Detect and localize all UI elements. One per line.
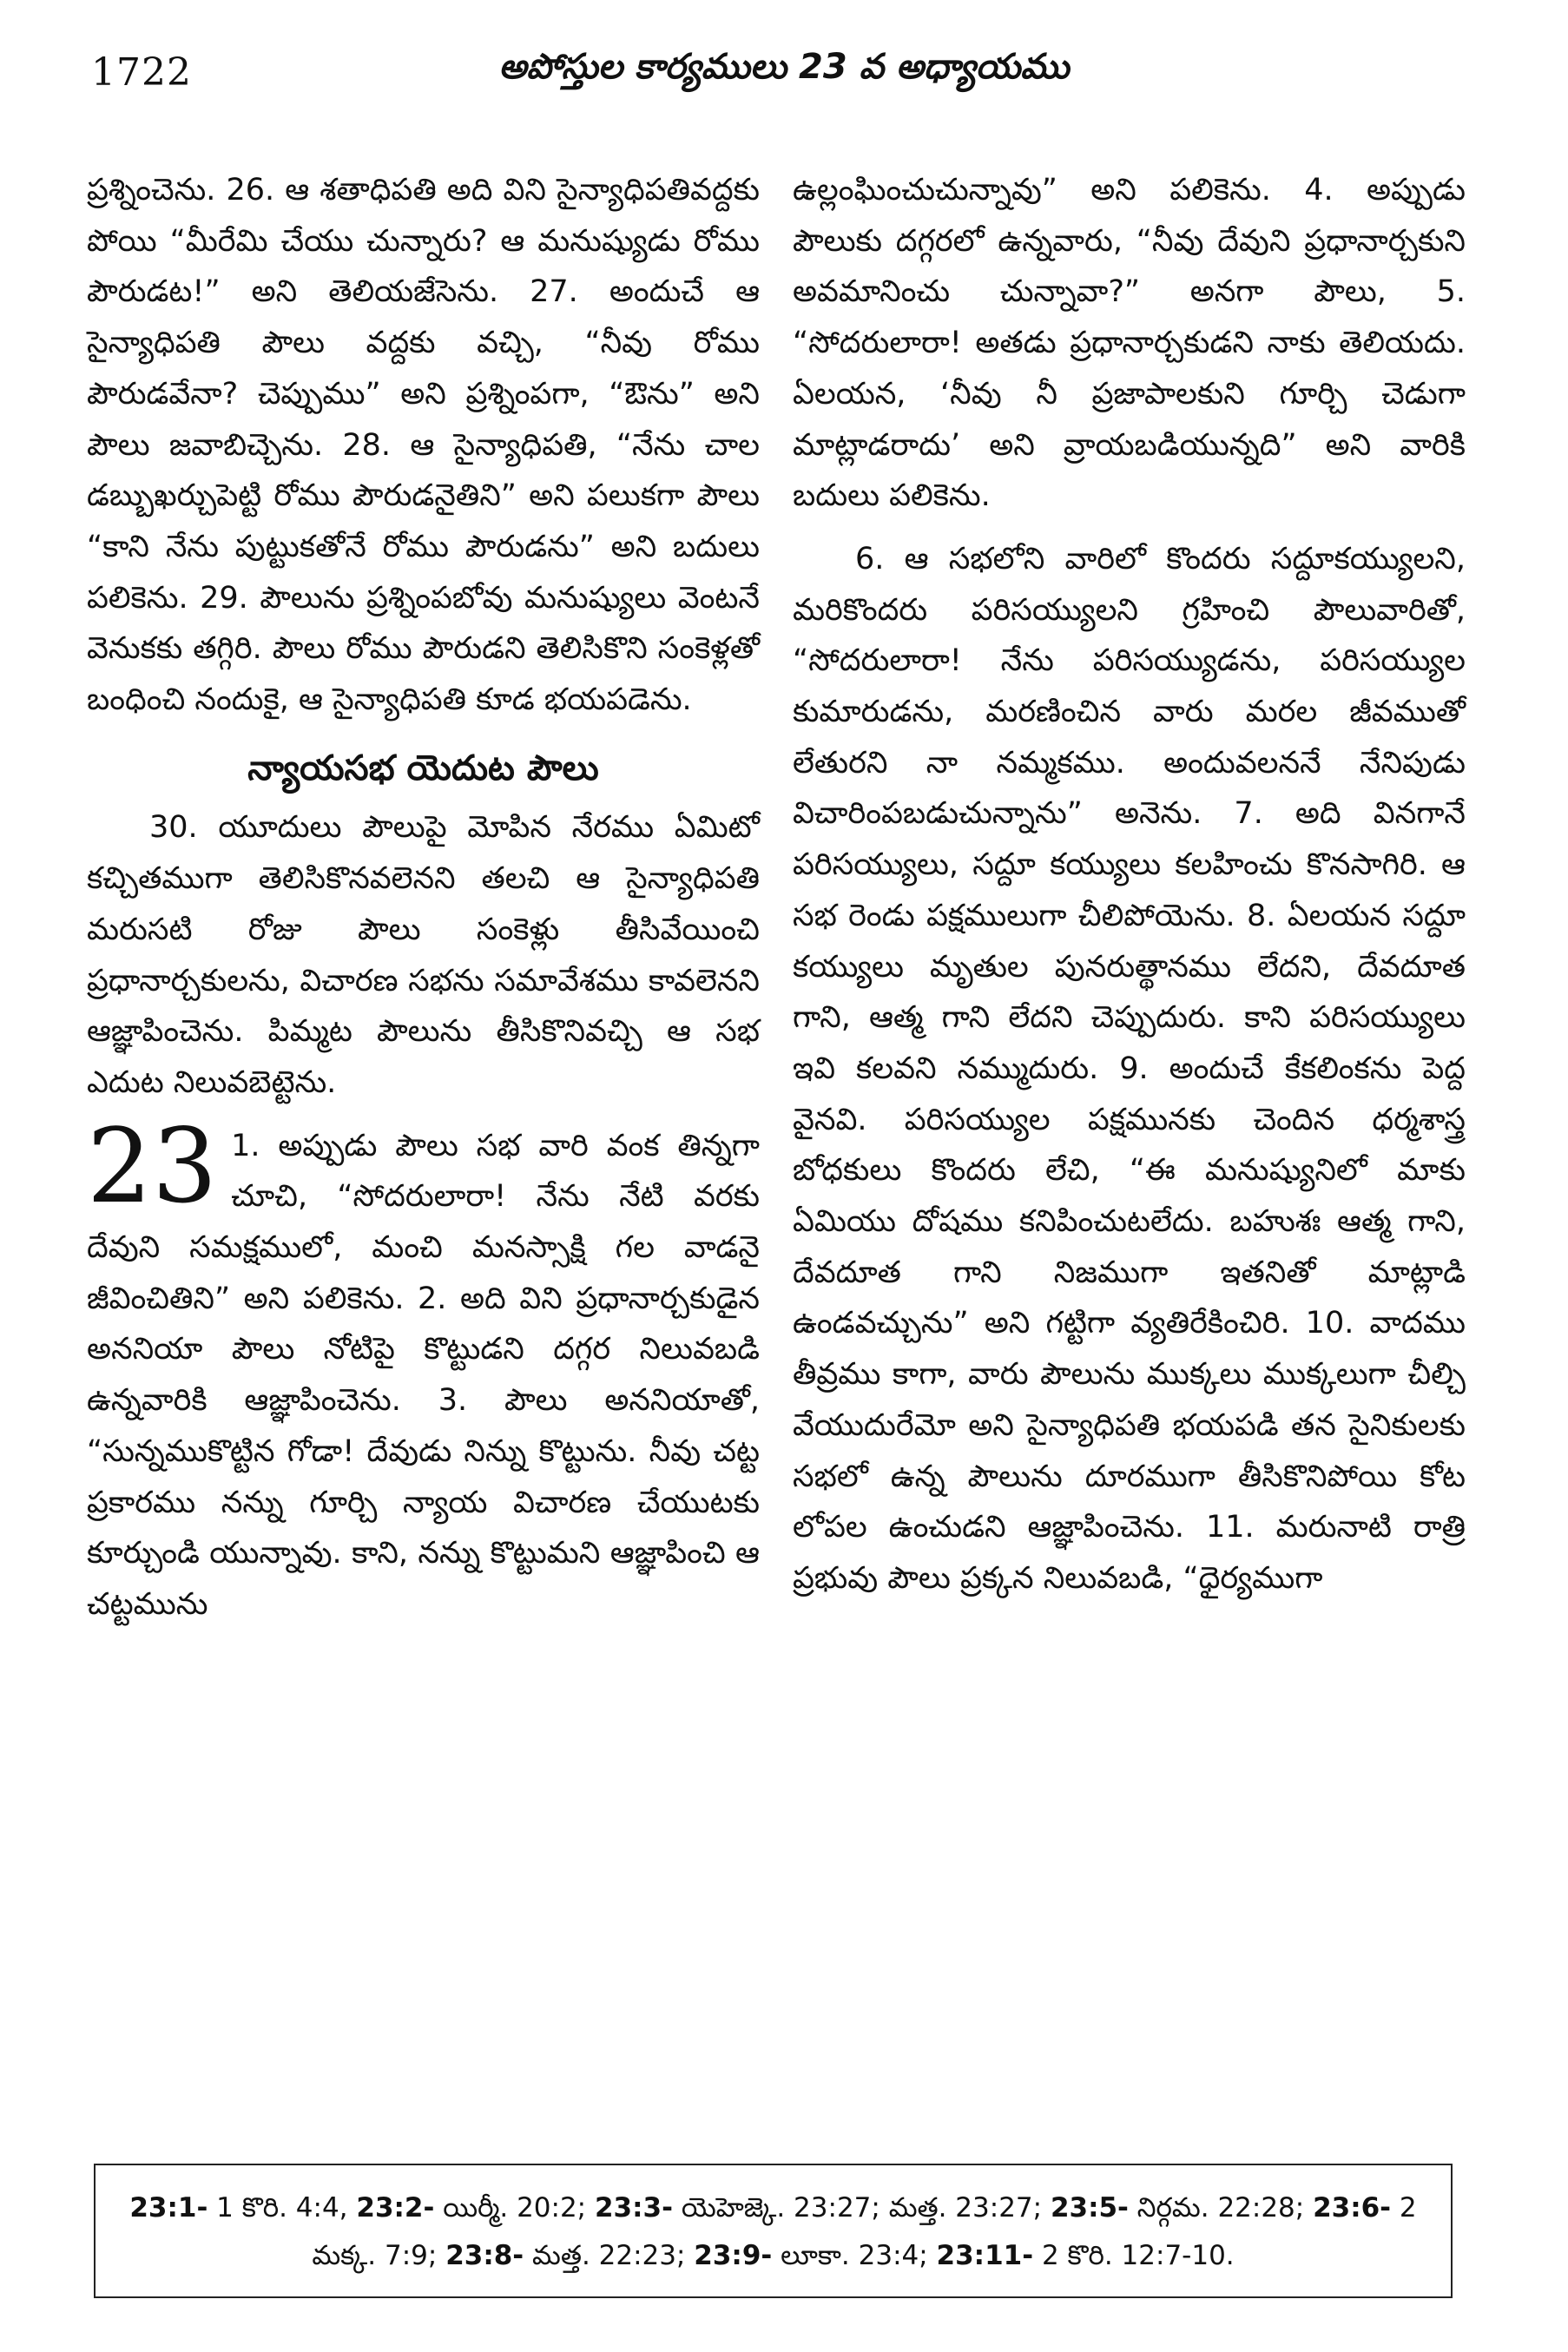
left-column: [87, 165, 760, 1631]
footnote-ref: 23:11-: [936, 2240, 1034, 2271]
footnote-text: 2 కొరి. 12:7-10.: [1033, 2240, 1235, 2271]
footnote-text: లూకా. 23:4;: [772, 2240, 937, 2271]
footnote-text: 1 కొరి. 4:4,: [208, 2192, 357, 2224]
paragraph: 6. ఆ సభలోని వారిలో కొందరు సద్దూకయ్యులని, మరికొందరు పరిసయ్యులని గ్రహించి పౌలువారితో, “సోదరులారా! నేను పరిసయ్యుడను, పరిసయ్యుల కుమారుడను, మరణించిన వారు మరల జీవముతో లేతురని నా నమ్మకము. అందువలననే నేనిపుడు విచారింపబడుచున్నాను” అనెను. 7. అది వినగానే పరిసయ్యులు, సద్దూ కయ్యులు కలహించు కొనసాగిరి. ఆ సభ రెండు పక్షములుగా చీలిపోయెను. 8. ఏలయన సద్దూ కయ్యులు మృతుల పునరుత్థానము లేదని, దేవదూత గాని, ఆత్మ గాని లేదని చెప్పుదురు. కాని పరిసయ్యులు ఇవి కలవని నమ్ముదురు. 9. అందుచే కేకలింకను పెద్ద వైనవి. పరిసయ్యుల పక్షమునకు చెందిన ధర్మశాస్త్ర బోధకులు కొందరు లేచి, “ఈ మనుష్యునిలో మాకు ఏమియు దోషము కనిపించుటలేదు. బహుశః ఆత్మ గాని, దేవదూత గాని నిజముగా ఇతనితో మాట్లాడి ఉండవచ్చును” అని గట్టిగా వ్యతిరేకించిరి. 10. వాదము తీవ్రము కాగా, వారు పౌలును ముక్కలు ముక్కలుగా చీల్చి వేయుదురేమో అని సైన్యాధిపతి భయపడి తన సైనికులకు సభలో ఉన్న పౌలును దూరముగా తీసికొనిపోయి కోట లోపల ఉంచుడని ఆజ్ఞాపించెను. 11. మరునాటి రాత్రి ప్రభువు పౌలు ప్రక్కన నిలువబడి, “ధైర్యముగా: [793, 541, 1466, 1596]
page-number: 1722: [91, 50, 192, 95]
footnote-text: మత్త. 22:23;: [524, 2240, 695, 2271]
footnote-text: యిర్మీ. 20:2;: [434, 2192, 595, 2224]
footnote-ref: 23:5-: [1050, 2192, 1129, 2224]
footnote-box: [94, 2164, 1453, 2298]
footnote-ref: 23:6-: [1313, 2192, 1392, 2224]
footnote-ref: 23:2-: [356, 2192, 435, 2224]
paragraph: ఉల్లంఘించుచున్నావు” అని పలికెను. 4. అప్పుడు పౌలుకు దగ్గరలో ఉన్నవారు, “నీవు దేవుని ప్రధానార్చకుని అవమానించు చున్నావా?” అనగా పౌలు, 5. “సోదరులారా! అతడు ప్రధానార్చకుడని నాకు తెలియదు. ఏలయన, ‘నీవు నీ ప్రజాపాలకుని గూర్చి చెడుగా మాట్లాడరాదు’ అని వ్రాయబడియున్నది” అని వారికి బదులు పలికెను.: [793, 173, 1466, 514]
running-title: అపోస్తుల కార్యములు 23 వ అధ్యాయము: [498, 47, 1070, 87]
footnote-text: నిర్గమ. 22:28;: [1128, 2192, 1314, 2224]
footnote-ref: 23:9-: [694, 2240, 773, 2271]
right-column: [793, 165, 1466, 1604]
chapter-paragraph: [87, 1105, 760, 1631]
chapter-number: 23: [87, 1105, 218, 1226]
footnote-ref: 23:3-: [594, 2192, 673, 2224]
footnote-ref: 23:1-: [129, 2192, 208, 2224]
footnote-text: యెహెజ్కె. 23:27; మత్త. 23:27;: [672, 2192, 1051, 2224]
footnote-ref: 23:8-: [445, 2240, 524, 2271]
page-header: [91, 42, 1477, 120]
section-heading: న్యాయసభ యెదుట పౌలు: [247, 748, 599, 788]
paragraph: ప్రశ్నించెను. 26. ఆ శతాధిపతి అది విని సైన్యాధిపతివద్దకు పోయి “మీరేమి చేయు చున్నారు? ఆ మనుష్యుడు రోము పౌరుడట!” అని తెలియజేసెను. 27. అందుచే ఆ సైన్యాధిపతి పౌలు వద్దకు వచ్చి, “నీవు రోము పౌరుడవేనా? చెప్పుము” అని ప్రశ్నింపగా, “ఔను” అని పౌలు జవాబిచ్చెను. 28. ఆ సైన్యాధిపతి, “నేను చాల డబ్బుఖర్చుపెట్టి రోము పౌరుడనైతిని” అని పలుకగా పౌలు “కాని నేను పుట్టుకతోనే రోము పౌరుడను” అని బదులు పలికెను. 29. పౌలును ప్రశ్నింపబోవు మనుష్యులు వెంటనే వెనుకకు తగ్గిరి. పౌలు రోము పౌరుడని తెలిసికొని సంకెళ్లతో బంధించి నందుకై, ఆ సైన్యాధిపతి కూడ భయపడెను.: [87, 173, 760, 718]
footnote-text: 2 మక్క. 7:9;: [312, 2192, 1417, 2271]
chapter-text: 1. అప్పుడు పౌలు సభ వారి వంక తిన్నగా చూచి, “సోదరులారా! నేను నేటి వరకు దేవుని సమక్షములో, మంచి మనస్సాక్షి గల వాడనై జీవించితిని” అని పలికెను. 2. అది విని ప్రధానార్చకుడైన అననియా పౌలు నోటిపై కొట్టుడని దగ్గర నిలువబడి ఉన్నవారికి ఆజ్ఞాపించెను. 3. పౌలు అననియాతో, “సున్నముకొట్టిన గోడా! దేవుడు నిన్ను కొట్టును. నీవు చట్ట ప్రకారము నన్ను గూర్చి న్యాయ విచారణ చేయుటకు కూర్చుండి యున్నావు. కాని, నన్ను కొట్టుమని ఆజ్ఞాపించి ఆ చట్టమును: [87, 1128, 760, 1622]
paragraph: 30. యూదులు పౌలుపై మోపిన నేరము ఏమిటో కచ్చితముగా తెలిసికొనవలెనని తలచి ఆ సైన్యాధిపతి మరుసటి రోజు పౌలు సంకెళ్లు తీసివేయించి ప్రధానార్చకులను, విచారణ సభను సమావేశము కావలెనని ఆజ్ఞాపించెను. పిమ్మట పౌలును తీసికొనివచ్చి ఆ సభ ఎదుట నిలువబెట్టెను.: [87, 810, 760, 1100]
